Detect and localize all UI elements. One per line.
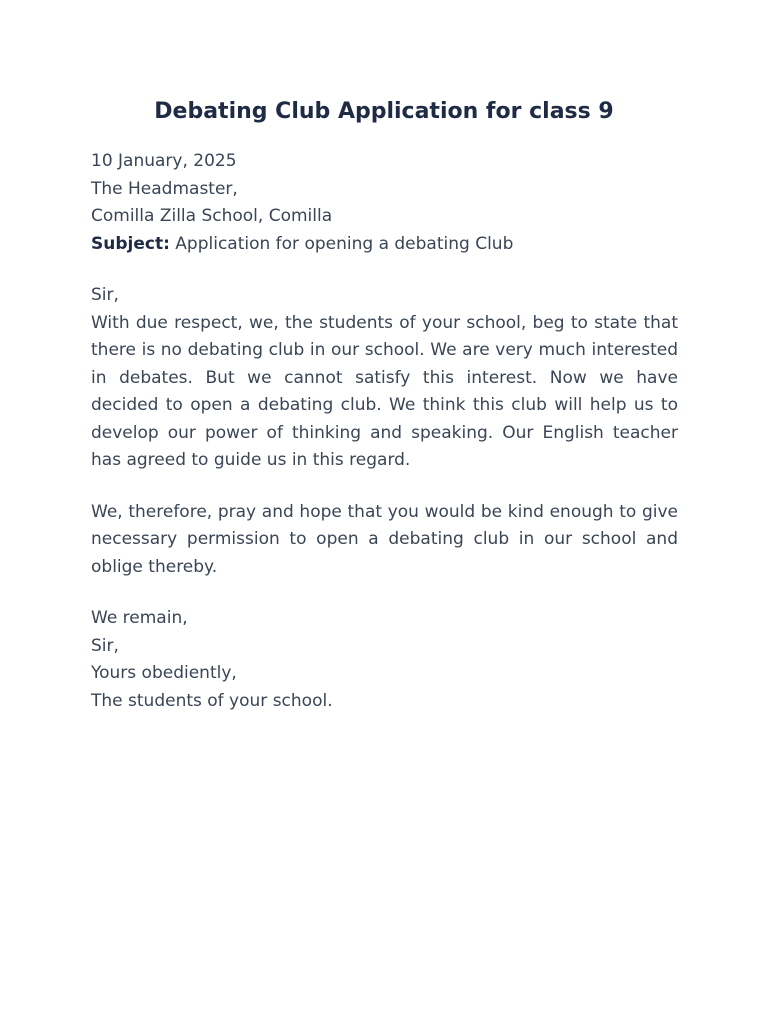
closing-signature: The students of your school.	[91, 690, 333, 711]
letter-subject	[91, 231, 678, 259]
closing-yours: Yours obediently,	[91, 663, 237, 683]
body-paragraph-1: With due respect, we, the students of your school, beg to state that there is no debating club in our school. We are very much interested in debates. But we cannot satisfy this interest. Now we have decided to open a debating club. We think this club will help us to develop our power of thinking and speaking. Our English teacher has agreed to guide us in this regard.	[91, 312, 678, 470]
subject-label: Subject:	[91, 233, 170, 254]
closing-sir: Sir,	[91, 635, 119, 656]
letter-closing	[91, 605, 678, 715]
recipient-title: The Headmaster,	[91, 178, 238, 199]
salutation: Sir,	[91, 285, 119, 305]
subject-text: Application for opening a debating Club	[175, 233, 514, 254]
body-paragraph-2: We, therefore, pray and hope that you would be kind enough to give necessary permission to open a debating club in our school and oblige thereby.	[91, 501, 678, 577]
recipient-address: Comilla Zilla School, Comilla	[91, 206, 333, 226]
spacer	[91, 581, 678, 605]
letter-header	[91, 148, 678, 258]
spacer	[91, 258, 678, 282]
closing-remain: We remain,	[91, 608, 188, 628]
letter-date: 10 January, 2025	[91, 151, 237, 171]
letter-content	[91, 148, 678, 715]
document-title: Debating Club Application for class 9	[154, 99, 614, 124]
spacer	[91, 475, 678, 499]
